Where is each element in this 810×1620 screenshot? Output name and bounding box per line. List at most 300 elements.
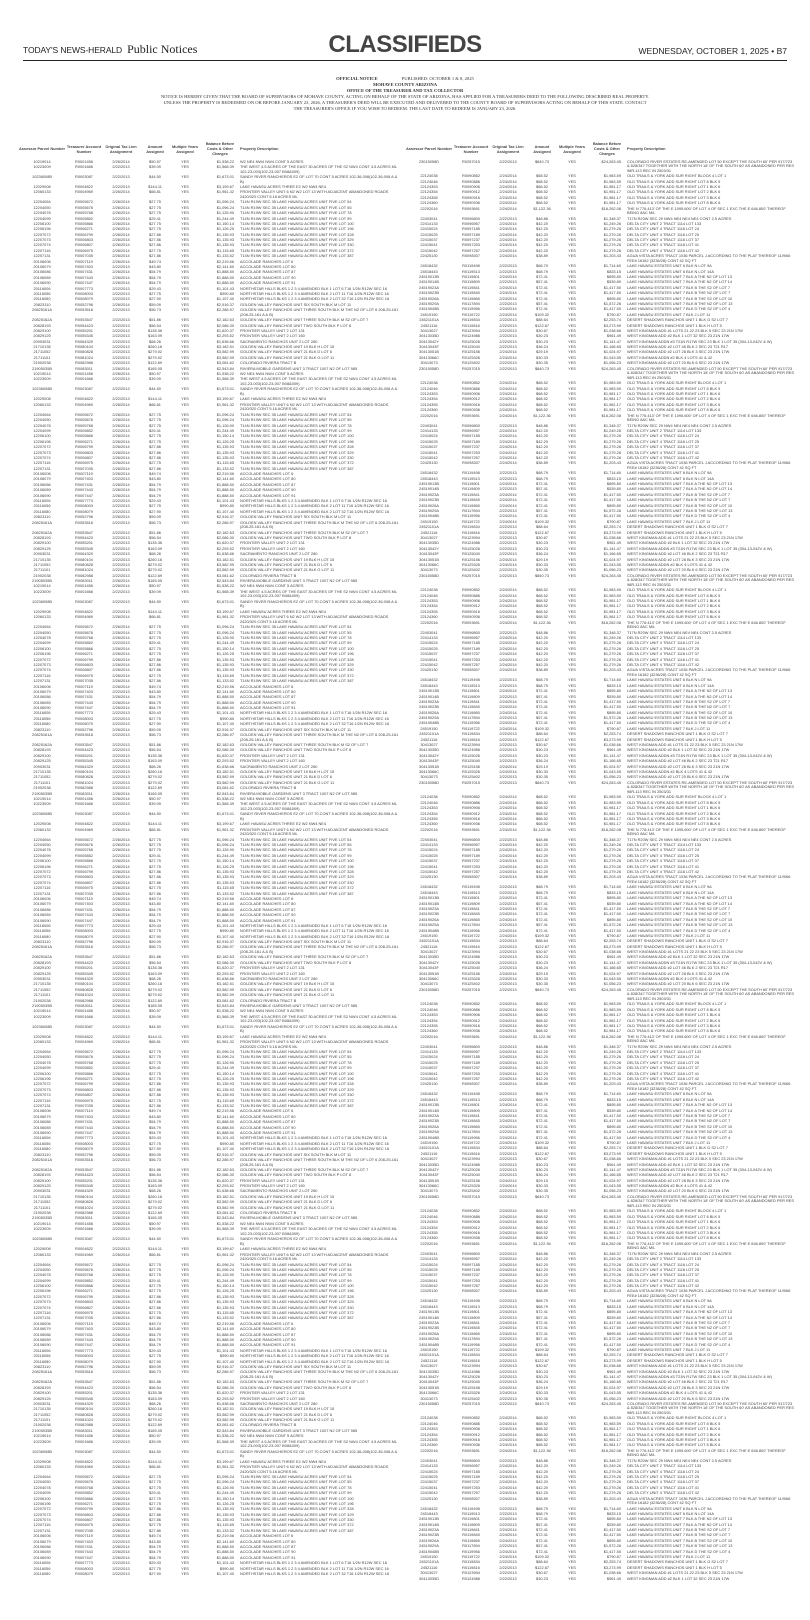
multiple-years: YES xyxy=(568,1447,576,1453)
multiple-years: YES xyxy=(568,1554,576,1560)
balance: $1,983.59 xyxy=(603,1006,621,1012)
parcel-number: 22403041 xyxy=(420,1457,438,1463)
parcel-number: 22415024 xyxy=(420,640,438,646)
parcel-number: 12204050 xyxy=(33,1479,51,1485)
property-description: LAKE HAVASU ESTATES UNIT 7 BLK A THE N2 OF LOT 14 xyxy=(627,279,733,285)
lien-date: 2/22/2013 xyxy=(112,959,130,965)
parcel-number: 10223009 xyxy=(33,801,51,807)
property-description: GOLDEN VALLEY RANCHOS UNIT 19 BLK H LOT 15 xyxy=(240,556,335,562)
table-row xyxy=(405,781,795,795)
property-description: DELTA CITY UNIT 2 TRACT 1114 LOT 133 xyxy=(627,842,702,848)
lien-date: 2/24/2014 xyxy=(499,1537,517,1543)
amount-assigned: $68.52 xyxy=(536,603,548,609)
amount-assigned: $29.43 xyxy=(149,710,161,716)
parcel-number: 12206196 xyxy=(33,1500,51,1506)
balance: $1,572.26 xyxy=(603,508,621,514)
amount-assigned: $279.02 xyxy=(147,986,163,992)
parcel-number: 20116056 xyxy=(33,290,51,296)
parcel-number: 20829125 xyxy=(33,758,51,764)
amount-assigned: $42.20 xyxy=(536,1070,548,1076)
account-number: R0119722 xyxy=(462,1139,480,1145)
multiple-years: YES xyxy=(568,220,576,226)
lien-date: 2/26/2014 xyxy=(112,661,130,667)
amount-assigned: $44.50 xyxy=(149,173,161,179)
lien-date: 2/26/2014 xyxy=(112,1039,130,1045)
balance: $1,538.22 xyxy=(216,1220,234,1226)
amount-assigned: $42.20 xyxy=(536,651,548,657)
multiple-years: YES xyxy=(568,1479,576,1485)
account-number: R0098307 xyxy=(462,460,480,466)
amount-assigned: $68.52 xyxy=(536,1431,548,1437)
property-description: T14N R19W SEC 35 LAKE HAVASU ACRES UNIT FIVE LOT 196 xyxy=(240,863,354,869)
multiple-years: YES xyxy=(181,158,189,164)
account-number: R0090916 xyxy=(462,401,480,407)
lien-date: 2/22/2013 xyxy=(499,1172,517,1178)
amount-assigned: $27.86 xyxy=(149,444,161,450)
parcel-number: 20825162A xyxy=(32,954,52,960)
table-row xyxy=(405,988,795,1002)
account-number: R0055345 xyxy=(75,970,93,976)
amount-assigned: $1,122.36 xyxy=(533,205,551,211)
property-description: LAKE HAVASU ESTATES UNIT 6 BLK N LOT 9A xyxy=(627,263,712,269)
amount-assigned: $66.81 xyxy=(149,614,161,620)
multiple-years: YES xyxy=(181,471,189,477)
multiple-years: YES xyxy=(568,693,576,699)
balance: $1,101.43 xyxy=(216,285,234,291)
lien-date: 2/24/2014 xyxy=(499,454,517,460)
lien-date: 2/24/2014 xyxy=(499,290,517,296)
parcel-number: 22415024 xyxy=(420,1468,438,1474)
property-description: DELTA CITY UNIT 4 TRACT 1116 LOT 37 xyxy=(627,237,700,243)
account-number: R0005852 xyxy=(75,1490,93,1496)
balance: $539.80 xyxy=(606,693,621,699)
balance: $1,888.50 xyxy=(216,280,234,286)
balance: $1,107.40 xyxy=(216,721,234,727)
account-number: R0008079 xyxy=(75,933,93,939)
amount-assigned: $38.89 xyxy=(536,460,548,466)
parcel-number: 12207072 xyxy=(33,231,51,237)
account-number: R0001456 xyxy=(75,1008,93,1014)
lien-date: 2/22/2013 xyxy=(499,938,517,944)
balance: $961.49 xyxy=(606,1161,621,1167)
multiple-years: YES xyxy=(181,901,189,907)
property-description: FRONTIER VALLEY UNIT 6 N2 W2 LOT 13 WITH ADJACENT ABANDONED ROADS 2420/320 CONT 5.16 ACRES ML xyxy=(240,826,389,837)
balance: $1,417.50 xyxy=(603,1118,621,1124)
multiple-years: YES xyxy=(568,1177,576,1183)
account-number: R0080828 xyxy=(75,1411,93,1417)
balance: $539.80 xyxy=(606,279,621,285)
multiple-years: YES xyxy=(181,411,189,417)
account-number: R0007431 xyxy=(75,694,93,700)
account-number: R0119834 xyxy=(462,317,480,323)
account-number: R0098307 xyxy=(462,253,480,259)
multiple-years: YES xyxy=(568,454,576,460)
property-description: LAKE HAVASU ESTATES UNIT 7 BLK B THE N2 OF LOT 13 xyxy=(627,508,733,514)
property-description: T14N R19W SEC 35 LAKE HAVASU ACRES UNIT FIVE LOT 55 xyxy=(240,417,352,423)
amount-assigned: $165.05 xyxy=(147,365,163,371)
multiple-years: YES xyxy=(181,290,189,296)
account-number: R0007431 xyxy=(75,481,93,487)
account-number: R0098307 xyxy=(462,1495,480,1501)
parcel-number: 24521116 xyxy=(420,529,438,535)
account-number: R0119722 xyxy=(462,311,480,317)
lien-date: 2/26/2014 xyxy=(112,790,130,796)
lien-date: 2/24/2014 xyxy=(499,970,517,976)
parcel-number: 22415042 xyxy=(420,1283,438,1289)
multiple-years: YES xyxy=(568,970,576,976)
account-number: R0006803 xyxy=(75,874,93,880)
multiple-years: YES xyxy=(568,508,576,514)
parcel-number: 22415037 xyxy=(420,1479,438,1485)
amount-assigned: $42.20 xyxy=(536,640,548,646)
lien-date: 2/24/2014 xyxy=(499,1527,517,1533)
parcel-number: 24519023B xyxy=(419,497,439,503)
multiple-years: YES xyxy=(181,970,189,976)
lien-date: 2/24/2014 xyxy=(499,1012,517,1018)
balance: $2,293.52 xyxy=(216,758,234,764)
amount-assigned: $72.41 xyxy=(536,1548,548,1554)
amount-assigned: $51.86 xyxy=(149,317,161,323)
balance: $1,538.22 xyxy=(216,795,234,801)
amount-assigned: $68.26 xyxy=(149,763,161,769)
lien-date: 2/26/2014 xyxy=(112,1363,130,1369)
account-number: R0003087 xyxy=(75,386,93,392)
parcel-number: 10236008B xyxy=(32,1236,52,1242)
multiple-years: YES xyxy=(181,247,189,253)
parcel-number: 12207072 xyxy=(33,1081,51,1087)
property-description: LAKE HAVASU ESTATES UNIT 7 BLK D THE S2 OF LOT 4 xyxy=(627,1341,731,1347)
parcel-number: 22202016 xyxy=(420,205,438,211)
amount-assigned: $68.52 xyxy=(536,815,548,821)
lien-date: 2/26/2014 xyxy=(112,1215,130,1221)
property-description: WEST KINGMAN ADDN #2 BLK 4 LOTS 41 & 42 xyxy=(627,561,713,567)
multiple-years: YES xyxy=(181,354,189,360)
multiple-years: YES xyxy=(568,1463,576,1469)
lien-date: 2/24/2014 xyxy=(499,178,517,184)
property-description: COLORADO RIVIERA TRACT B xyxy=(240,1422,297,1428)
parcel-number: 21711101 xyxy=(33,992,51,998)
account-number: R0007443 xyxy=(75,1549,93,1555)
multiple-years: YES xyxy=(181,1565,189,1571)
property-description: T14N R19W SEC 35 LAKE HAVASU ACRES UNIT FIVE LOT 54 xyxy=(240,624,352,630)
balance: $1,638.66 xyxy=(216,976,234,982)
multiple-years: YES xyxy=(568,635,576,640)
parcel-number: 10223009 xyxy=(33,1438,51,1444)
property-description: AGUA VISTA ACRES TRACT 1036 PARCEL J ACCORDING TO THE PLAT THEREOF 11/9/66 FEE# 16182 (3236/28) CONT 42 SQ FT xyxy=(627,667,791,677)
parcel-number: 22415037 xyxy=(420,444,438,450)
parcel-number: 30413073 xyxy=(420,1395,438,1401)
property-description: ACCOLADE RANCHES LOT 80 xyxy=(240,1538,296,1544)
amount-assigned: $27.86 xyxy=(149,874,161,880)
balance: $1,981.17 xyxy=(603,1219,621,1225)
multiple-years: YES xyxy=(568,237,576,243)
property-description: LAKE HAVASU ESTATES UNIT 7 BLK B THE N2 OF LOT 13 xyxy=(627,1336,733,1342)
property-description: T14N R19W SEC 35 LAKE HAVASU ACRES UNIT FIVE LOT 328 xyxy=(240,656,354,662)
account-number: R0097253 xyxy=(462,1277,480,1283)
amount-assigned: $72.41 xyxy=(536,688,548,694)
amount-assigned: $68.79 xyxy=(536,1096,548,1102)
parcel-number: 21711052 xyxy=(33,774,51,780)
lien-date: 2/22/2013 xyxy=(499,682,517,688)
lien-date: 2/22/2013 xyxy=(499,263,517,269)
property-description: DELTA CITY UNIT 4 TRACT 1116 LOT 24 xyxy=(627,640,700,646)
balance: $1,714.60 xyxy=(603,1091,621,1097)
account-number: R0097257 xyxy=(462,1283,480,1289)
parcel-number: 20825161A xyxy=(32,1369,52,1375)
multiple-years: YES xyxy=(568,333,576,339)
parcel-number: 21710135 xyxy=(33,1193,51,1199)
lien-date: 2/24/2014 xyxy=(499,253,517,259)
multiple-years: YES xyxy=(181,895,189,901)
multiple-years: YES xyxy=(181,869,189,874)
amount-assigned: $27.86 xyxy=(149,449,161,455)
lien-date: 2/26/2014 xyxy=(112,1522,130,1528)
lien-date: 2/22/2013 xyxy=(112,944,130,950)
multiple-years: YES xyxy=(568,889,576,895)
amount-assigned: $29.41 xyxy=(149,852,161,858)
multiple-years: YES xyxy=(181,672,189,678)
amount-assigned: $30.35 xyxy=(536,981,548,987)
multiple-years: YES xyxy=(181,1188,189,1194)
lien-date: 2/26/2014 xyxy=(112,917,130,923)
multiple-years: YES xyxy=(181,1479,189,1485)
property-description: GOLDEN VALLEY RANCHOS UNIT THREE SOUTH BLK M S2 OF LOT 7 xyxy=(240,954,369,960)
balance: $1,133.52 xyxy=(216,1527,234,1533)
balance: $895.80 xyxy=(606,1537,621,1543)
parcel-number: 22415025 xyxy=(420,1059,438,1065)
property-description: T17N R20W SEC 29 NW4 NE4 NE4 NE4 CONT 2.5 ACRES xyxy=(627,1250,732,1256)
amount-assigned: $27.75 xyxy=(149,460,161,466)
lien-date: 2/22/2013 xyxy=(112,529,130,535)
balance: $1,135.93 xyxy=(216,656,234,662)
lien-date: 2/24/2014 xyxy=(499,1277,517,1283)
property-description: OLD TRAILS & YORK ADD SUR RIGHT LOT 1 BLK 6 xyxy=(627,183,721,189)
account-number: R0096800 xyxy=(462,1457,480,1463)
account-number: R0119841 xyxy=(462,1320,480,1326)
parcel-number: 20116080 xyxy=(33,1358,51,1364)
lien-date: 2/24/2014 xyxy=(499,284,517,290)
parcel-number: 22124046 xyxy=(420,592,438,598)
parcel-number: 20106006 xyxy=(33,258,51,264)
amount-assigned: $68.52 xyxy=(536,1229,548,1235)
parcel-number: 30413066C xyxy=(418,976,440,982)
balance: $1,981.17 xyxy=(603,396,621,402)
balance: $833.15 xyxy=(606,1096,621,1102)
balance: $1,279.26 xyxy=(603,231,621,237)
property-description: GOLDEN VALLEY RANCHOS UNIT SIX SOUTH BLK M LOT 11 xyxy=(240,726,351,732)
amount-assigned: $840.73 xyxy=(534,779,550,785)
multiple-years: YES xyxy=(181,1427,189,1433)
property-description: LAKE HAVASU ESTATES UNIT 6 BLK N LOT 9A xyxy=(627,1298,712,1304)
balance: $3,582.99 xyxy=(216,567,234,573)
amount-assigned: $50.97 xyxy=(149,583,161,589)
multiple-years: YES xyxy=(568,656,576,662)
amount-assigned: $30.33 xyxy=(536,1390,548,1396)
property-description: WEST KINGMAN ADDN #2 BLK 4 LOTS 41 & 42 xyxy=(627,1390,713,1396)
parcel-number: 21905035B xyxy=(32,365,52,371)
account-number: R0005676 xyxy=(75,1054,93,1060)
account-number: R0119513 xyxy=(462,475,480,481)
parcel-number: 12204078 xyxy=(33,1484,51,1490)
lien-date: 2/24/2014 xyxy=(499,189,517,195)
account-number: R0096957 xyxy=(462,220,480,226)
multiple-years: YES xyxy=(181,1438,189,1444)
parcel-number: 20106089 xyxy=(33,699,51,705)
property-description: LAKE HAVASU ESTATES UNIT 7 BLK J LOT 11 xyxy=(627,1346,711,1352)
balance: $1,981.17 xyxy=(603,183,621,189)
balance: $1,981.17 xyxy=(603,401,621,407)
property-description: WEST KINGMAN ADD #2 BLK 1 LOT 32 SEC 23 21N 17W xyxy=(627,1368,730,1374)
amount-assigned: $39.09 xyxy=(149,376,161,382)
parcel-number: 24519023A xyxy=(419,1320,439,1326)
lien-date: 2/22/2013 xyxy=(499,338,517,344)
lien-date: 2/26/2014 xyxy=(112,1261,130,1267)
parcel-number: 20116056 xyxy=(33,1565,51,1571)
lien-date: 2/24/2014 xyxy=(499,905,517,911)
property-description: GOLDEN VALLEY RANCHOS UNIT 21 BLK G LOT 11 xyxy=(240,567,335,573)
parcel-number: 24519150 xyxy=(420,1346,438,1352)
account-number: R0080828 xyxy=(75,349,93,355)
property-description: DELTA CITY UNIT 4 TRACT 1116 LOT 25 xyxy=(627,1266,700,1272)
lien-date: 2/26/2014 xyxy=(112,365,130,371)
property-description: FRONTIER VALLEY UNIT 2 LOT 160 xyxy=(240,758,305,764)
lien-date: 2/22/2013 xyxy=(112,1406,130,1412)
property-description: SACRAMENTO RANCHOS UNIT 2 LOT 280 xyxy=(240,551,318,557)
parcel-number: 20823110 xyxy=(33,1151,51,1157)
property-description: WEST KINGMAN ADD #2 LOT 46 BLK 2 SEC 23 T21 R17 xyxy=(627,965,728,971)
amount-assigned: $30.23 xyxy=(536,1368,548,1374)
property-description: LAKE HAVASU ESTATES UNIT 7 BLK B THE N2 OF LOT 13 xyxy=(627,715,733,721)
balance: $1,150.14 xyxy=(216,220,234,226)
parcel-number: 12060133 xyxy=(33,1039,51,1045)
property-description: T14N R19W SEC 35 LAKE HAVASU ACRES UNIT FIVE LOT 330 xyxy=(240,1517,354,1523)
lien-date: 2/22/2013 xyxy=(112,354,130,360)
property-description: DELTA CITY UNIT 4 TRACT 1116 LOT 41 xyxy=(627,863,700,869)
account-number: R0097237 xyxy=(462,651,480,657)
amount-assigned: $72.41 xyxy=(536,481,548,487)
account-number: R0052796 xyxy=(75,939,93,945)
table-row xyxy=(405,621,795,630)
parcel-number: 22414133 xyxy=(420,635,438,640)
account-number: R0004969 xyxy=(75,1039,93,1045)
account-number: R0005672 xyxy=(75,1049,93,1055)
lien-date: 2/22/2013 xyxy=(499,1250,517,1256)
lien-date: 2/26/2014 xyxy=(112,371,130,377)
balance: $2,253.74 xyxy=(603,1352,621,1358)
amount-assigned: $27.86 xyxy=(149,1506,161,1512)
account-number: R0125156 xyxy=(462,763,480,769)
property-description: LAKE HAVASU ESTATES UNIT 6 BLK N LOT 9A xyxy=(627,470,712,476)
property-description: T14N R19W SEC 35 LAKE HAVASU ACRES UNIT FIVE LOT 329 xyxy=(240,661,354,667)
multiple-years: YES xyxy=(181,858,189,864)
table-row xyxy=(405,1577,795,1582)
balance: $1,135.93 xyxy=(216,449,234,455)
amount-assigned: $30.23 xyxy=(536,1373,548,1379)
parcel-number: 24521101A xyxy=(419,1145,439,1151)
balance: $2,916.37 xyxy=(216,1363,234,1369)
balance: $1,279.26 xyxy=(603,847,621,853)
amount-assigned: $27.75 xyxy=(149,1076,161,1082)
property-description: T14N R19W SEC 35 LAKE HAVASU ACRES UNIT FIVE LOT 329 xyxy=(240,1511,354,1517)
multiple-years: YES xyxy=(568,226,576,232)
multiple-years: YES xyxy=(568,422,576,428)
parcel-number: 12204099 xyxy=(33,215,51,221)
property-description: THE N 776.413' OF THE E 1095.600' OF LOT 4 OF SEC 1 EXC THE E 646.800' THEREOF BEING 8AC M/L xyxy=(627,619,786,630)
parcel-number: 20106089 xyxy=(33,274,51,280)
lien-date: 2/26/2014 xyxy=(112,1544,130,1550)
account-number: R0090852 xyxy=(462,380,480,386)
balance: $1,150.14 xyxy=(216,1495,234,1501)
table-row xyxy=(18,1440,400,1449)
multiple-years: YES xyxy=(568,486,576,492)
balance: $1,244.49 xyxy=(216,1065,234,1071)
multiple-years: YES xyxy=(181,556,189,562)
multiple-years: YES xyxy=(181,635,189,640)
balance: $1,888.50 xyxy=(216,274,234,280)
property-description: LAKE HAVASU ESTATES UNIT 7 BLK A THE N2 OF LOT 14 xyxy=(627,1107,733,1113)
multiple-years: YES xyxy=(181,365,189,371)
account-number: R0008079 xyxy=(75,296,93,302)
account-number: R0007403 xyxy=(75,1538,93,1544)
balance: $3,081.62 xyxy=(216,1210,234,1216)
balance: $2,293.52 xyxy=(216,545,234,551)
lien-date: 2/22/2013 xyxy=(112,785,130,791)
multiple-years: YES xyxy=(181,847,189,853)
parcel-number: 12207073 xyxy=(33,874,51,880)
property-description: DESERT SHADOWS RANCHOS UNIT 1 BLK G S2 LOT 7 xyxy=(627,1145,728,1151)
multiple-years: YES xyxy=(568,1102,576,1108)
multiple-years: YES xyxy=(568,768,576,774)
masthead xyxy=(23,31,787,61)
account-number: R0064329 xyxy=(75,1188,93,1194)
balance: $1,620.37 xyxy=(216,1390,234,1396)
property-description: WEST KINGMAN ADD #1 LOTS 21 22 23 BLK 5 SEC 23 21N 17W xyxy=(627,949,743,955)
amount-assigned: $39.09 xyxy=(149,801,161,807)
balance: $1,888.50 xyxy=(216,1554,234,1560)
lien-date: 2/22/2013 xyxy=(499,1505,517,1511)
multiple-years: YES xyxy=(181,396,189,402)
parcel-number: 20825162A xyxy=(32,317,52,323)
property-description: T14N R19W SEC 35 LAKE HAVASU ACRES UNIT FIVE LOT 100 xyxy=(240,1283,354,1289)
lien-date: 2/22/2013 xyxy=(112,498,130,504)
property-description: GOLDEN VALLEY RANCHOS UNIT TWO SOUTH BLK P LOT 8 xyxy=(240,534,352,540)
balance: $961.49 xyxy=(606,1368,621,1374)
account-number: R0096957 xyxy=(462,842,480,848)
property-description: T14N R19W SEC 35 LAKE HAVASU ACRES UNIT FIVE LOT 78 xyxy=(240,847,352,853)
lien-date: 2/26/2014 xyxy=(112,280,130,286)
parcel-number: 12060133 xyxy=(33,614,51,620)
amount-assigned: $27.75 xyxy=(149,247,161,253)
lien-date: 2/22/2013 xyxy=(499,1373,517,1379)
lien-date: 2/24/2014 xyxy=(499,497,517,503)
amount-assigned: $54.79 xyxy=(149,487,161,493)
parcel-number: 21710135 xyxy=(33,556,51,562)
balance: $2,182.63 xyxy=(216,954,234,960)
parcel-number: 12206196 xyxy=(33,438,51,444)
amount-assigned: $68.52 xyxy=(536,391,548,397)
balance: $2,293.52 xyxy=(216,1183,234,1189)
amount-assigned: $88.64 xyxy=(536,1352,548,1358)
multiple-years: YES xyxy=(181,933,189,939)
property-description: T14N R19W SEC 35 LAKE HAVASU ACRES UNIT FIVE LOT 54 xyxy=(240,836,352,842)
lien-date: 2/24/2014 xyxy=(499,1235,517,1241)
lien-date: 2/22/2013 xyxy=(499,317,517,323)
property-description: WEST KINGMAN ADD #2 BLK 1 LOT 32 SEC 23 21N 17W xyxy=(627,333,730,339)
parcel-number: 12206196 xyxy=(33,651,51,657)
parcel-number: 30413043F xyxy=(419,965,439,971)
multiple-years: YES xyxy=(568,911,576,917)
property-description: OLD TRAILS & YORK ADD SUR RIGHT LOT 2 BLK 6 xyxy=(627,1224,721,1230)
